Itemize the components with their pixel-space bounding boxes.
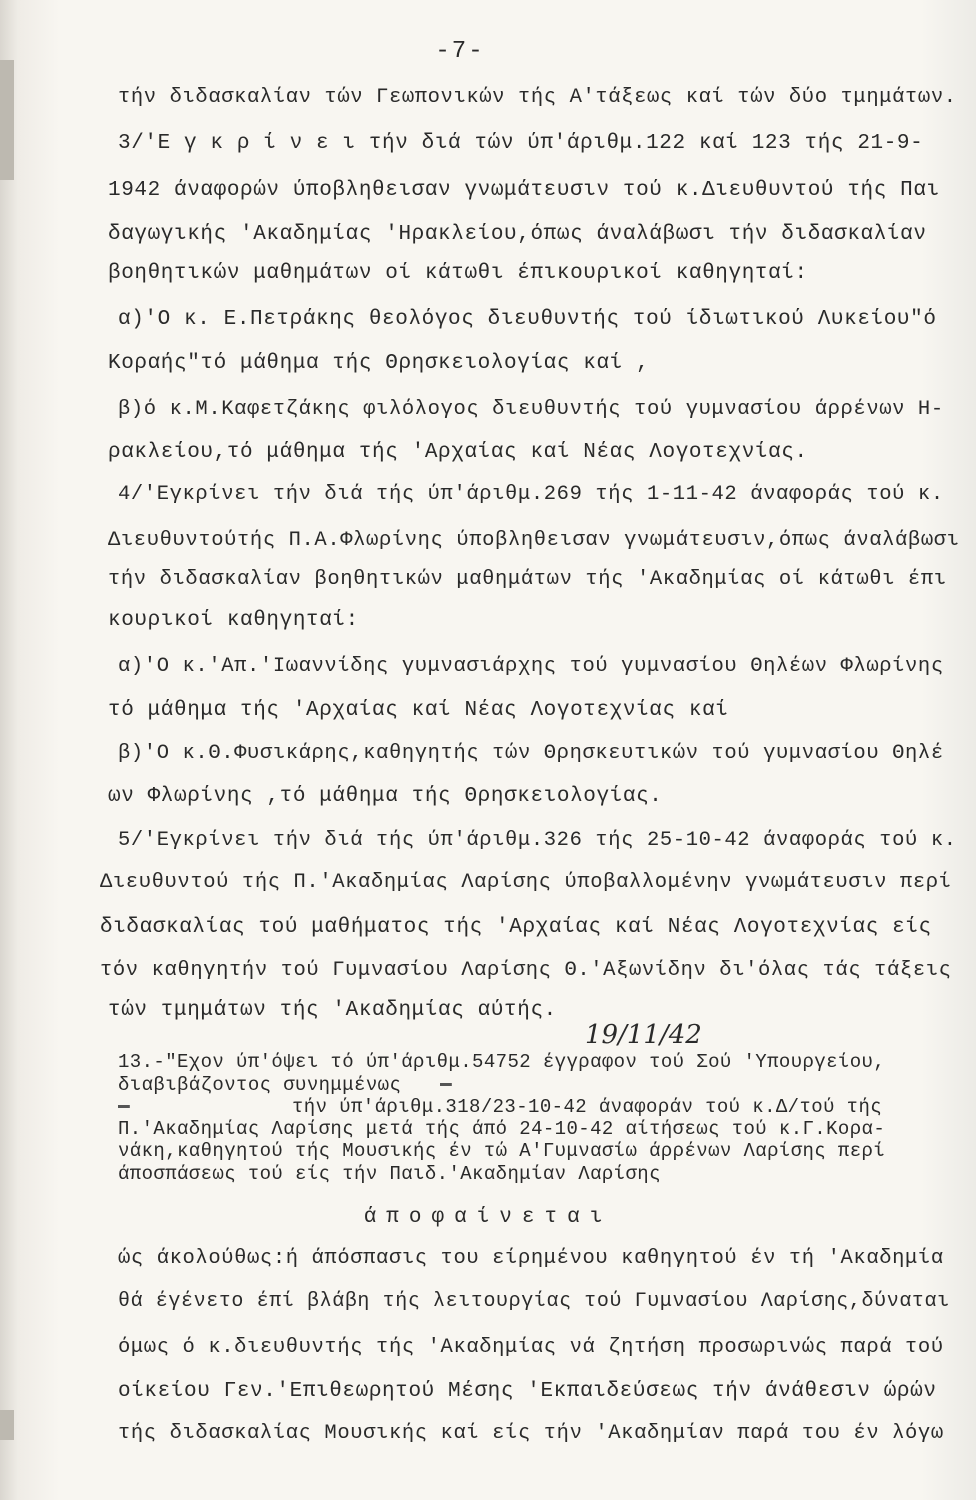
text-line: θά έγένετο έπί βλάβη τής λειτουργίας τού Γυμνασίου Λαρίσης,δύναται [118, 1290, 950, 1313]
item13-line: διαβιβάζοντος συνημμένως [118, 1074, 402, 1096]
text-line: Διευθυντούτής Π.Α.Φλωρίνης ύποβληθεισαν γνωμάτευσιν,όπως άναλάβωσι [108, 529, 960, 552]
scan-edge-mark [0, 1410, 14, 1440]
item13-line: Π.'Ακαδημίας Λαρίσης μετά τής άπό 24-10-42 αίτήσεως τού κ.Γ.Κορα- [118, 1118, 886, 1140]
text-line: 4/'Εγκρίνει τήν διά τής ύπ'άριθμ.269 τής 1-11-42 άναφοράς τού κ. [118, 483, 944, 506]
text-line: ώς άκολούθως:ή άπόσπασις του είρημένου καθηγητού έν τή 'Ακαδημία [118, 1247, 944, 1270]
text-line: τόν καθηγητήν τού Γυμνασίου Λαρίσης Θ.'Αξωνίδην δι'όλας τάς τάξεις [100, 959, 952, 982]
text-line: 1942 άναφορών ύποβληθεισαν γνωμάτευσιν τού κ.Διευθυντού τής Παι [108, 179, 940, 202]
text-line: β)ό κ.Μ.Καφετζάκης φιλόλογος διευθυντής τού γυμνασίου άρρένων Η- [118, 398, 944, 421]
text-line: τό μάθημα τής 'Αρχαίας καί Νέας Λογοτεχνίας καί [108, 699, 729, 722]
text-line: Διευθυντού τής Π.'Ακαδημίας Λαρίσης ύποβαλλομένην γνωμάτευσιν περί [100, 871, 952, 894]
item13-line: τήν ύπ'άριθμ.318/23-10-42 άναφοράν τού κ.Δ/τού τής [292, 1096, 883, 1118]
decision-heading: άποφαίνεται [363, 1206, 613, 1229]
text-line: ρακλείου,τό μάθημα τής 'Αρχαίας καί Νέας Λογοτεχνίας. [108, 441, 808, 464]
text-line: κουρικοί καθηγηταί: [108, 609, 359, 632]
text-line: α)'Ο κ. Ε.Πετράκης θεολόγος διευθυντής τού ίδιωτικού Λυκείου"ό [118, 308, 937, 331]
handwritten-date: 19/11/42 [585, 1020, 702, 1050]
scan-edge-shadow [0, 60, 14, 180]
text-line: τής διδασκαλίας Μουσικής καί είς τήν 'Ακαδημίαν παρά του έν λόγω [118, 1422, 944, 1445]
page-number: -7- [435, 38, 485, 65]
text-line: τών τμημάτων τής 'Ακαδημίας αύτής. [108, 999, 557, 1022]
text-line: οίκείου Γεν.'Επιθεωρητού Μέσης 'Εκπαιδεύσεως τήν άνάθεσιν ώρών [118, 1380, 937, 1403]
text-line: όμως ό κ.διευθυντής τής 'Ακαδημίας νά ζητήση προσωρινώς παρά τού [118, 1336, 944, 1359]
item13-line: 13.-"Εχον ύπ'όψει τό ύπ'άριθμ.54752 έγγραφον τού Σού 'Υπουργείου, [118, 1051, 886, 1073]
struck-out-text [118, 1095, 288, 1119]
item13-line: νάκη,καθηγητού τής Μουσικής έν τώ Α'Γυμνασίω άρρένων Λαρίσης περί [118, 1140, 886, 1162]
text-line: ων Φλωρίνης ,τό μάθημα τής Θρησκειολογίας. [108, 785, 663, 808]
struck-out-text [440, 1073, 940, 1097]
text-line: α)'Ο κ.'Απ.'Ιωαννίδης γυμνασιάρχης τού γυμνασίου Θηλέων Φλωρίνης [118, 655, 944, 678]
text-line: Κοραής"τό μάθημα τής Θρησκειολογίας καί , [108, 352, 650, 375]
text-line: τήν διδασκαλίαν τών Γεωπονικών τής Α'τάξεως καί τών δύο τμημάτων. [118, 86, 957, 109]
text-line: βοηθητικών μαθημάτων οί κάτωθι έπικουρικοί καθηγηταί: [108, 262, 808, 285]
text-line: διδασκαλίας τού μαθήματος τής 'Αρχαίας καί Νέας Λογοτεχνίας είς [100, 916, 932, 939]
text-line: 5/'Εγκρίνει τήν διά τής ύπ'άριθμ.326 τής 25-10-42 άναφοράς τού κ. [118, 829, 957, 852]
text-line: δαγωγικής 'Ακαδημίας 'Ηρακλείου,όπως άναλάβωσι τήν διδασκαλίαν [108, 223, 927, 246]
text-line: τήν διδασκαλίαν βοηθητικών μαθημάτων τής 'Ακαδημίας οί κάτωθι έπι [108, 568, 947, 591]
text-line: β)'Ο κ.Θ.Φυσικάρης,καθηγητής τών Θρησκευτικών τού γυμνασίου Θηλέ [118, 742, 944, 765]
item13-line: άποσπάσεως τού είς τήν Παιδ.'Ακαδημίαν Λαρίσης [118, 1163, 661, 1185]
text-line: 3/'Ε γ κ ρ ί ν ε ι τήν διά τών ύπ'άριθμ.122 καί 123 τής 21-9- [118, 132, 924, 155]
